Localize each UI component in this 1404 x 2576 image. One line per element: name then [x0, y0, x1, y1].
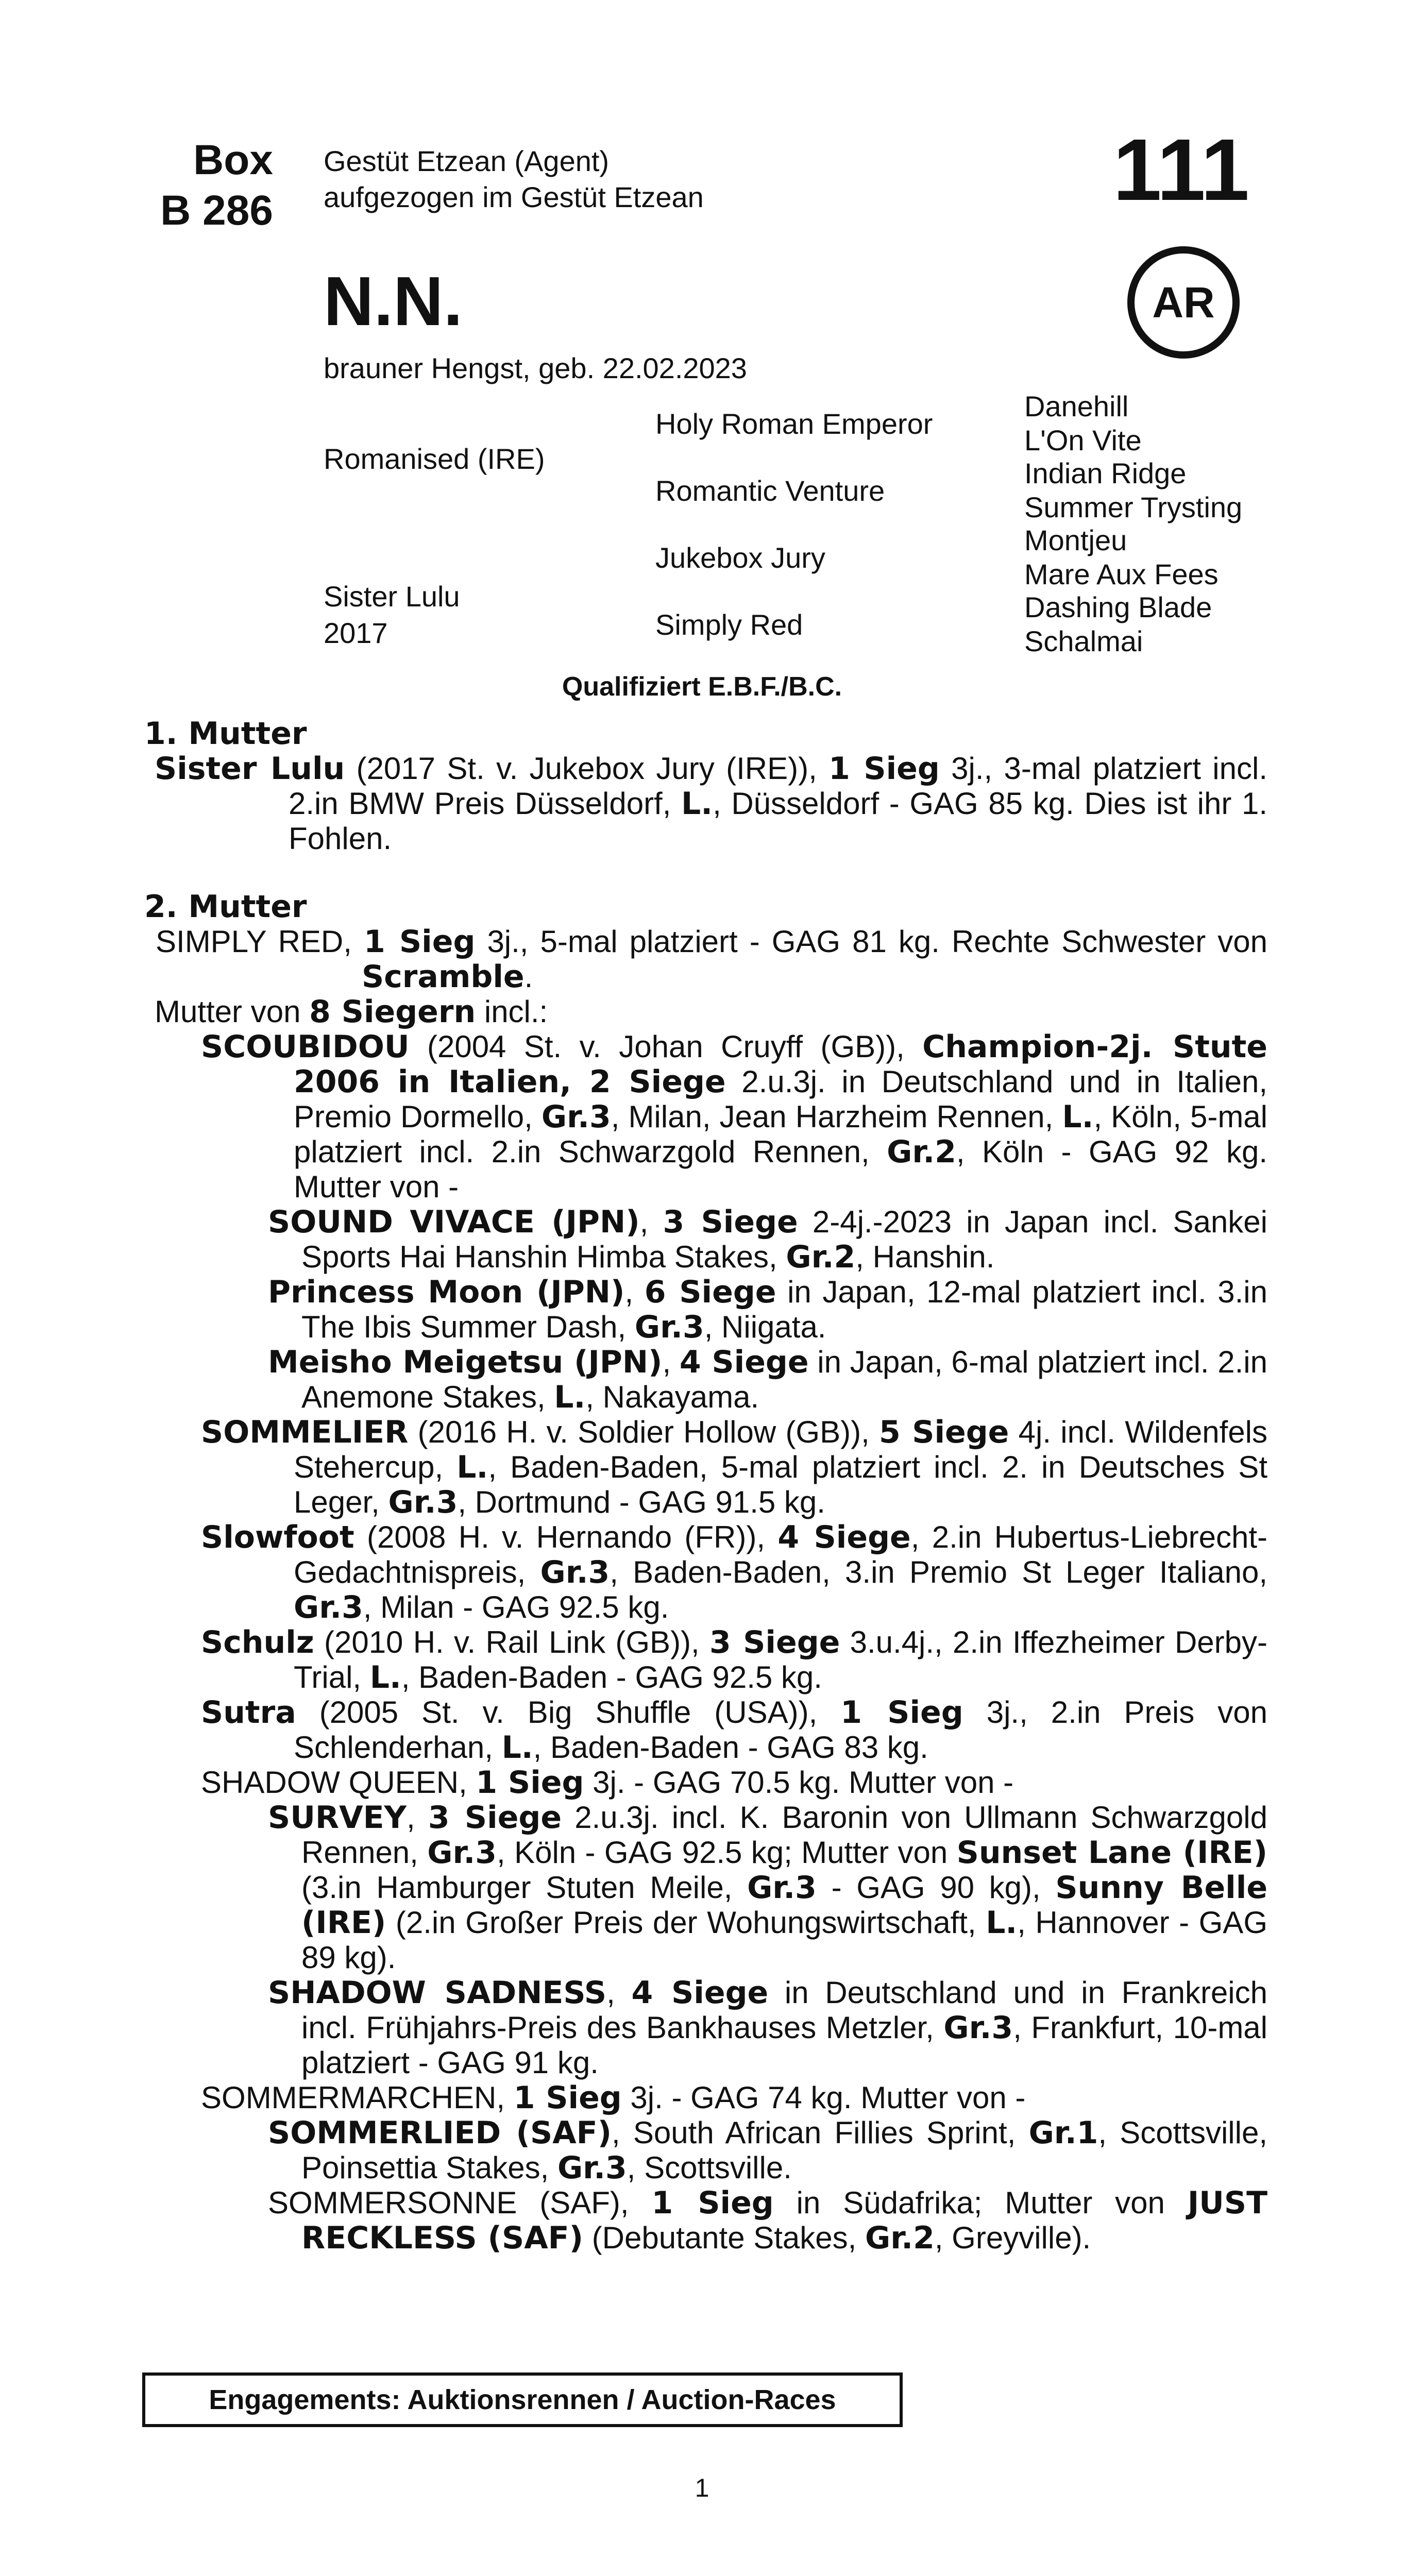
text: 3j., 2.in Preis von Schlenderhan, — [294, 1695, 1267, 1765]
text: , Scottsville, Poinsettia Stakes, — [301, 2115, 1267, 2185]
pedigree-dam-year: 2017 — [324, 617, 388, 649]
bold-text: Champion-2j. Stute 2006 in Italien, 2 Siege — [294, 1029, 1267, 1100]
text: , — [639, 1205, 663, 1239]
ar-badge-text: AR — [1152, 278, 1215, 327]
text: , — [407, 1800, 428, 1835]
bold-text: JUST RECKLESS (SAF) — [301, 2185, 1267, 2256]
text: , South African Fillies Sprint, — [612, 2115, 1029, 2150]
text: , — [606, 1975, 632, 2010]
bold-text: L. — [681, 786, 713, 822]
entry-sommerlied — [144, 2115, 1267, 2185]
bold-text: Gr.3 — [388, 1484, 458, 1520]
bold-text: 4 Siege — [631, 1975, 769, 2011]
bold-text: Gr.2 — [887, 1134, 956, 1170]
pedigree-ggp-8: Schalmai — [1024, 625, 1143, 657]
bold-text: SOMMELIER — [201, 1414, 409, 1450]
text: 3j., 3-mal platziert incl. 2.in BMW Preis Düsseldorf, — [289, 751, 1268, 821]
bold-text: Gr.3 — [541, 1099, 611, 1135]
text: 2.u.3j. incl. K. Baronin von Ullmann Schwarzgold Rennen, — [301, 1800, 1267, 1870]
bold-text: 3 Siege — [428, 1800, 562, 1836]
second-dam-intro — [144, 924, 1267, 994]
bold-text: Princess Moon (JPN) — [268, 1274, 625, 1310]
horse-description: brauner Hengst, geb. 22.02.2023 — [324, 352, 747, 384]
entry-sommersonne — [144, 2185, 1267, 2256]
engagements-text: Engagements: Auktionsrennen / Auction-Races — [209, 2384, 836, 2415]
text: in Japan, 12-mal platziert incl. 3.in The Ibis Summer Dash, — [301, 1275, 1267, 1344]
bold-text: Schulz — [201, 1624, 314, 1660]
pedigree-ggp-3: Indian Ridge — [1024, 457, 1187, 489]
first-dam-name: Sister Lulu — [155, 751, 345, 787]
page-number: 1 — [695, 2473, 709, 2502]
bold-text: 4 Siege — [777, 1519, 911, 1555]
text: , Nakayama. — [585, 1380, 759, 1414]
pedigree-grandsire-2: Jukebox Jury — [655, 541, 825, 574]
text: - GAG 90 kg), — [816, 1870, 1056, 1905]
bold-text: Sutra — [201, 1694, 296, 1731]
entry-schulz — [144, 1625, 1267, 1695]
pedigree-dam: Sister Lulu — [324, 580, 460, 613]
bold-text: Gr.3 — [634, 1309, 704, 1345]
pedigree-ggp-1: Danehill — [1024, 390, 1129, 422]
bold-text: Gr.3 — [943, 2010, 1013, 2046]
text: (2016 H. v. Soldier Hollow (GB)), — [408, 1415, 879, 1449]
text: SOMMERSONNE (SAF), — [268, 2185, 652, 2220]
bold-text: Gr.2 — [865, 2220, 935, 2256]
text: , 2.in Hubertus-Liebrecht-Gedachtnispreis, — [294, 1520, 1267, 1589]
bold-text: 4 Siege — [679, 1344, 809, 1380]
pedigree-ggp-2: L'On Vite — [1024, 424, 1142, 456]
bold-text: 5 Siege — [879, 1414, 1009, 1450]
entry-scoubidou — [144, 1029, 1267, 1205]
text: (2008 H. v. Hernando (FR)), — [354, 1520, 778, 1554]
text: , Hanshin. — [855, 1240, 995, 1274]
text: in Deutschland und in Frankreich incl. Frühjahrs-Preis des Bankhauses Metzler, — [301, 1975, 1267, 2045]
ar-badge — [1127, 246, 1240, 359]
pedigree-sire: Romanised (IRE) — [324, 443, 545, 475]
lot-number: 111 — [1113, 121, 1249, 219]
text: , Düsseldorf - GAG 85 kg. Dies ist ihr 1. Fohlen. — [289, 786, 1267, 856]
text: , — [662, 1345, 680, 1379]
entry-shadow-queen — [144, 1765, 1267, 1800]
bold-text: 1 Sieg — [651, 2185, 774, 2221]
first-dam-heading: 1. Mutter — [144, 716, 307, 752]
pedigree-ggp-7: Dashing Blade — [1024, 591, 1212, 623]
entry-survey — [144, 1800, 1267, 1975]
pedigree-granddam-1: Romantic Venture — [655, 474, 885, 507]
bold-text: Gr.1 — [1028, 2115, 1098, 2151]
text: (3.in Hamburger Stuten Meile, — [301, 1870, 748, 1905]
first-dam-entry — [144, 751, 1267, 856]
bold-text: L. — [369, 1659, 401, 1696]
bold-text: L. — [456, 1449, 488, 1485]
text: , Milan, Jean Harzheim Rennen, — [611, 1099, 1062, 1134]
horse-name: N.N. — [324, 262, 463, 340]
text: (2017 St. v. Jukebox Jury (IRE)), — [345, 751, 829, 786]
bold-text: Gr.3 — [557, 2150, 627, 2186]
text: , Köln, 5-mal platziert incl. 2.in Schwarzgold Rennen, — [294, 1099, 1268, 1169]
text: , Dortmund - GAG 91.5 kg. — [458, 1485, 825, 1519]
text: , Köln - GAG 92 kg. Mutter von - — [294, 1134, 1267, 1204]
text: incl.: — [476, 994, 548, 1029]
bold-text: 3 Siege — [663, 1204, 798, 1240]
box-number: B 286 — [160, 187, 273, 234]
pedigree-grandsire-1: Holy Roman Emperor — [655, 408, 933, 440]
text: (2.in Großer Preis der Wohungswirtschaft, — [386, 1905, 986, 1940]
bold-text: Gr.3 — [540, 1554, 610, 1590]
text: , Niigata. — [704, 1310, 826, 1344]
text: 4j. incl. Wildenfels Stehercup, — [294, 1415, 1267, 1484]
spacer — [144, 856, 1267, 889]
text: , Baden-Baden, 3.in Premio St Leger Italiano, — [610, 1555, 1268, 1589]
text: SOMMERMARCHEN, — [201, 2080, 514, 2115]
engagements-box — [142, 2372, 903, 2427]
entry-shadow-sadness — [144, 1975, 1267, 2080]
text: , Scottsville. — [627, 2150, 792, 2185]
bold-text: Gr.3 — [747, 1870, 817, 1906]
bold-text: 1 Sieg — [513, 2080, 622, 2116]
entry-sound-vivace — [144, 1205, 1267, 1275]
pedigree-ggp-4: Summer Trysting — [1024, 491, 1243, 523]
bold-text: Sunny Belle (IRE) — [301, 1870, 1268, 1941]
bold-text: 8 Siegern — [309, 994, 476, 1030]
bold-text: 1 Sieg — [363, 924, 476, 960]
bold-text: SCOUBIDOU — [201, 1029, 410, 1065]
text: , Milan - GAG 92.5 kg. — [363, 1590, 669, 1624]
bold-text: 1 Sieg — [476, 1765, 584, 1801]
entry-sutra — [144, 1695, 1267, 1765]
second-dam-heading: 2. Mutter — [144, 889, 307, 925]
text: in Japan, 6-mal platziert incl. 2.in Anemone Stakes, — [301, 1345, 1267, 1414]
text: (2010 H. v. Rail Link (GB)), — [314, 1625, 709, 1659]
box-word: Box — [193, 137, 273, 183]
entry-sommermarchen — [144, 2080, 1267, 2115]
pedigree-body — [144, 716, 1267, 2256]
bold-text: 1 Sieg — [840, 1694, 963, 1731]
entry-princess-moon — [144, 1275, 1267, 1345]
raised-line: aufgezogen im Gestüt Etzean — [324, 181, 704, 213]
text: . — [524, 959, 533, 994]
text: , Greyville). — [934, 2221, 1091, 2255]
text: 3j., 5-mal platziert - GAG 81 kg. Rechte Schwester von — [475, 924, 1267, 959]
pedigree-granddam-2: Simply Red — [655, 608, 803, 641]
breeder-info — [324, 143, 704, 215]
entry-slowfoot — [144, 1520, 1267, 1625]
qualification: Qualifiziert E.B.F./B.C. — [562, 672, 842, 702]
text: SHADOW QUEEN, — [201, 1765, 476, 1800]
bold-text: SOMMERLIED (SAF) — [268, 2115, 612, 2151]
bold-text: 6 Siege — [644, 1274, 776, 1310]
box-label — [139, 135, 273, 236]
text: (2005 St. v. Big Shuffle (USA)), — [296, 1695, 841, 1730]
bold-text: L. — [554, 1379, 586, 1415]
bold-text: Meisho Meigetsu (JPN) — [268, 1344, 663, 1380]
bold-text: SHADOW SADNESS — [268, 1975, 607, 2011]
bold-text: Gr.2 — [786, 1239, 856, 1275]
bold-text: Slowfoot — [201, 1519, 354, 1555]
bold-text: 3 Siege — [709, 1624, 840, 1660]
bold-text: Scramble — [362, 959, 525, 995]
text: , Frankfurt, 10-mal platziert - GAG 91 kg. — [301, 2010, 1267, 2080]
bold-text: L. — [1062, 1099, 1094, 1135]
text: 2.u.3j. in Deutschland und in Italien, Premio Dormello, — [294, 1064, 1267, 1134]
text: 3.u.4j., 2.in Iffezheimer Derby-Trial, — [294, 1625, 1267, 1694]
text: 3j. - GAG 70.5 kg. Mutter von - — [584, 1765, 1014, 1800]
text: in Südafrika; Mutter von — [773, 2185, 1188, 2220]
pedigree-ggp-5: Montjeu — [1024, 524, 1127, 556]
pedigree-ggp-6: Mare Aux Fees — [1024, 558, 1219, 590]
text: (Debutante Stakes, — [583, 2221, 866, 2255]
second-dam-winners — [144, 994, 1267, 1029]
text: SIMPLY RED, — [156, 924, 364, 959]
text: , Hannover - GAG 89 kg). — [301, 1905, 1267, 1975]
entry-meisho-meigetsu — [144, 1345, 1267, 1415]
text: Mutter von — [155, 994, 310, 1029]
bold-text: L. — [501, 1730, 533, 1766]
text: , Baden-Baden - GAG 92.5 kg. — [401, 1660, 822, 1694]
text: , Köln - GAG 92.5 kg; Mutter von — [497, 1835, 957, 1870]
bold-text: Gr.3 — [294, 1589, 363, 1625]
bold-text: SURVEY — [268, 1800, 407, 1836]
text: , Baden-Baden - GAG 83 kg. — [533, 1730, 928, 1765]
text: (2004 St. v. Johan Cruyff (GB)), — [409, 1029, 923, 1064]
entry-sommelier — [144, 1415, 1267, 1520]
bold-text: Sunset Lane (IRE) — [956, 1835, 1267, 1871]
bold-text: Gr.3 — [427, 1835, 497, 1871]
bold-text: SOUND VIVACE (JPN) — [268, 1204, 640, 1240]
text: , — [624, 1275, 645, 1309]
text: 3j. - GAG 74 kg. Mutter von - — [621, 2080, 1026, 2115]
bold-text: L. — [986, 1905, 1018, 1941]
text: 2-4j.-2023 in Japan incl. Sankei Sports Hai Hanshin Himba Stakes, — [301, 1205, 1267, 1274]
agent-line: Gestüt Etzean (Agent) — [324, 145, 610, 177]
bold-text: 1 Sieg — [828, 751, 940, 787]
text: , Baden-Baden, 5-mal platziert incl. 2. in Deutsches St Leger, — [294, 1450, 1267, 1519]
